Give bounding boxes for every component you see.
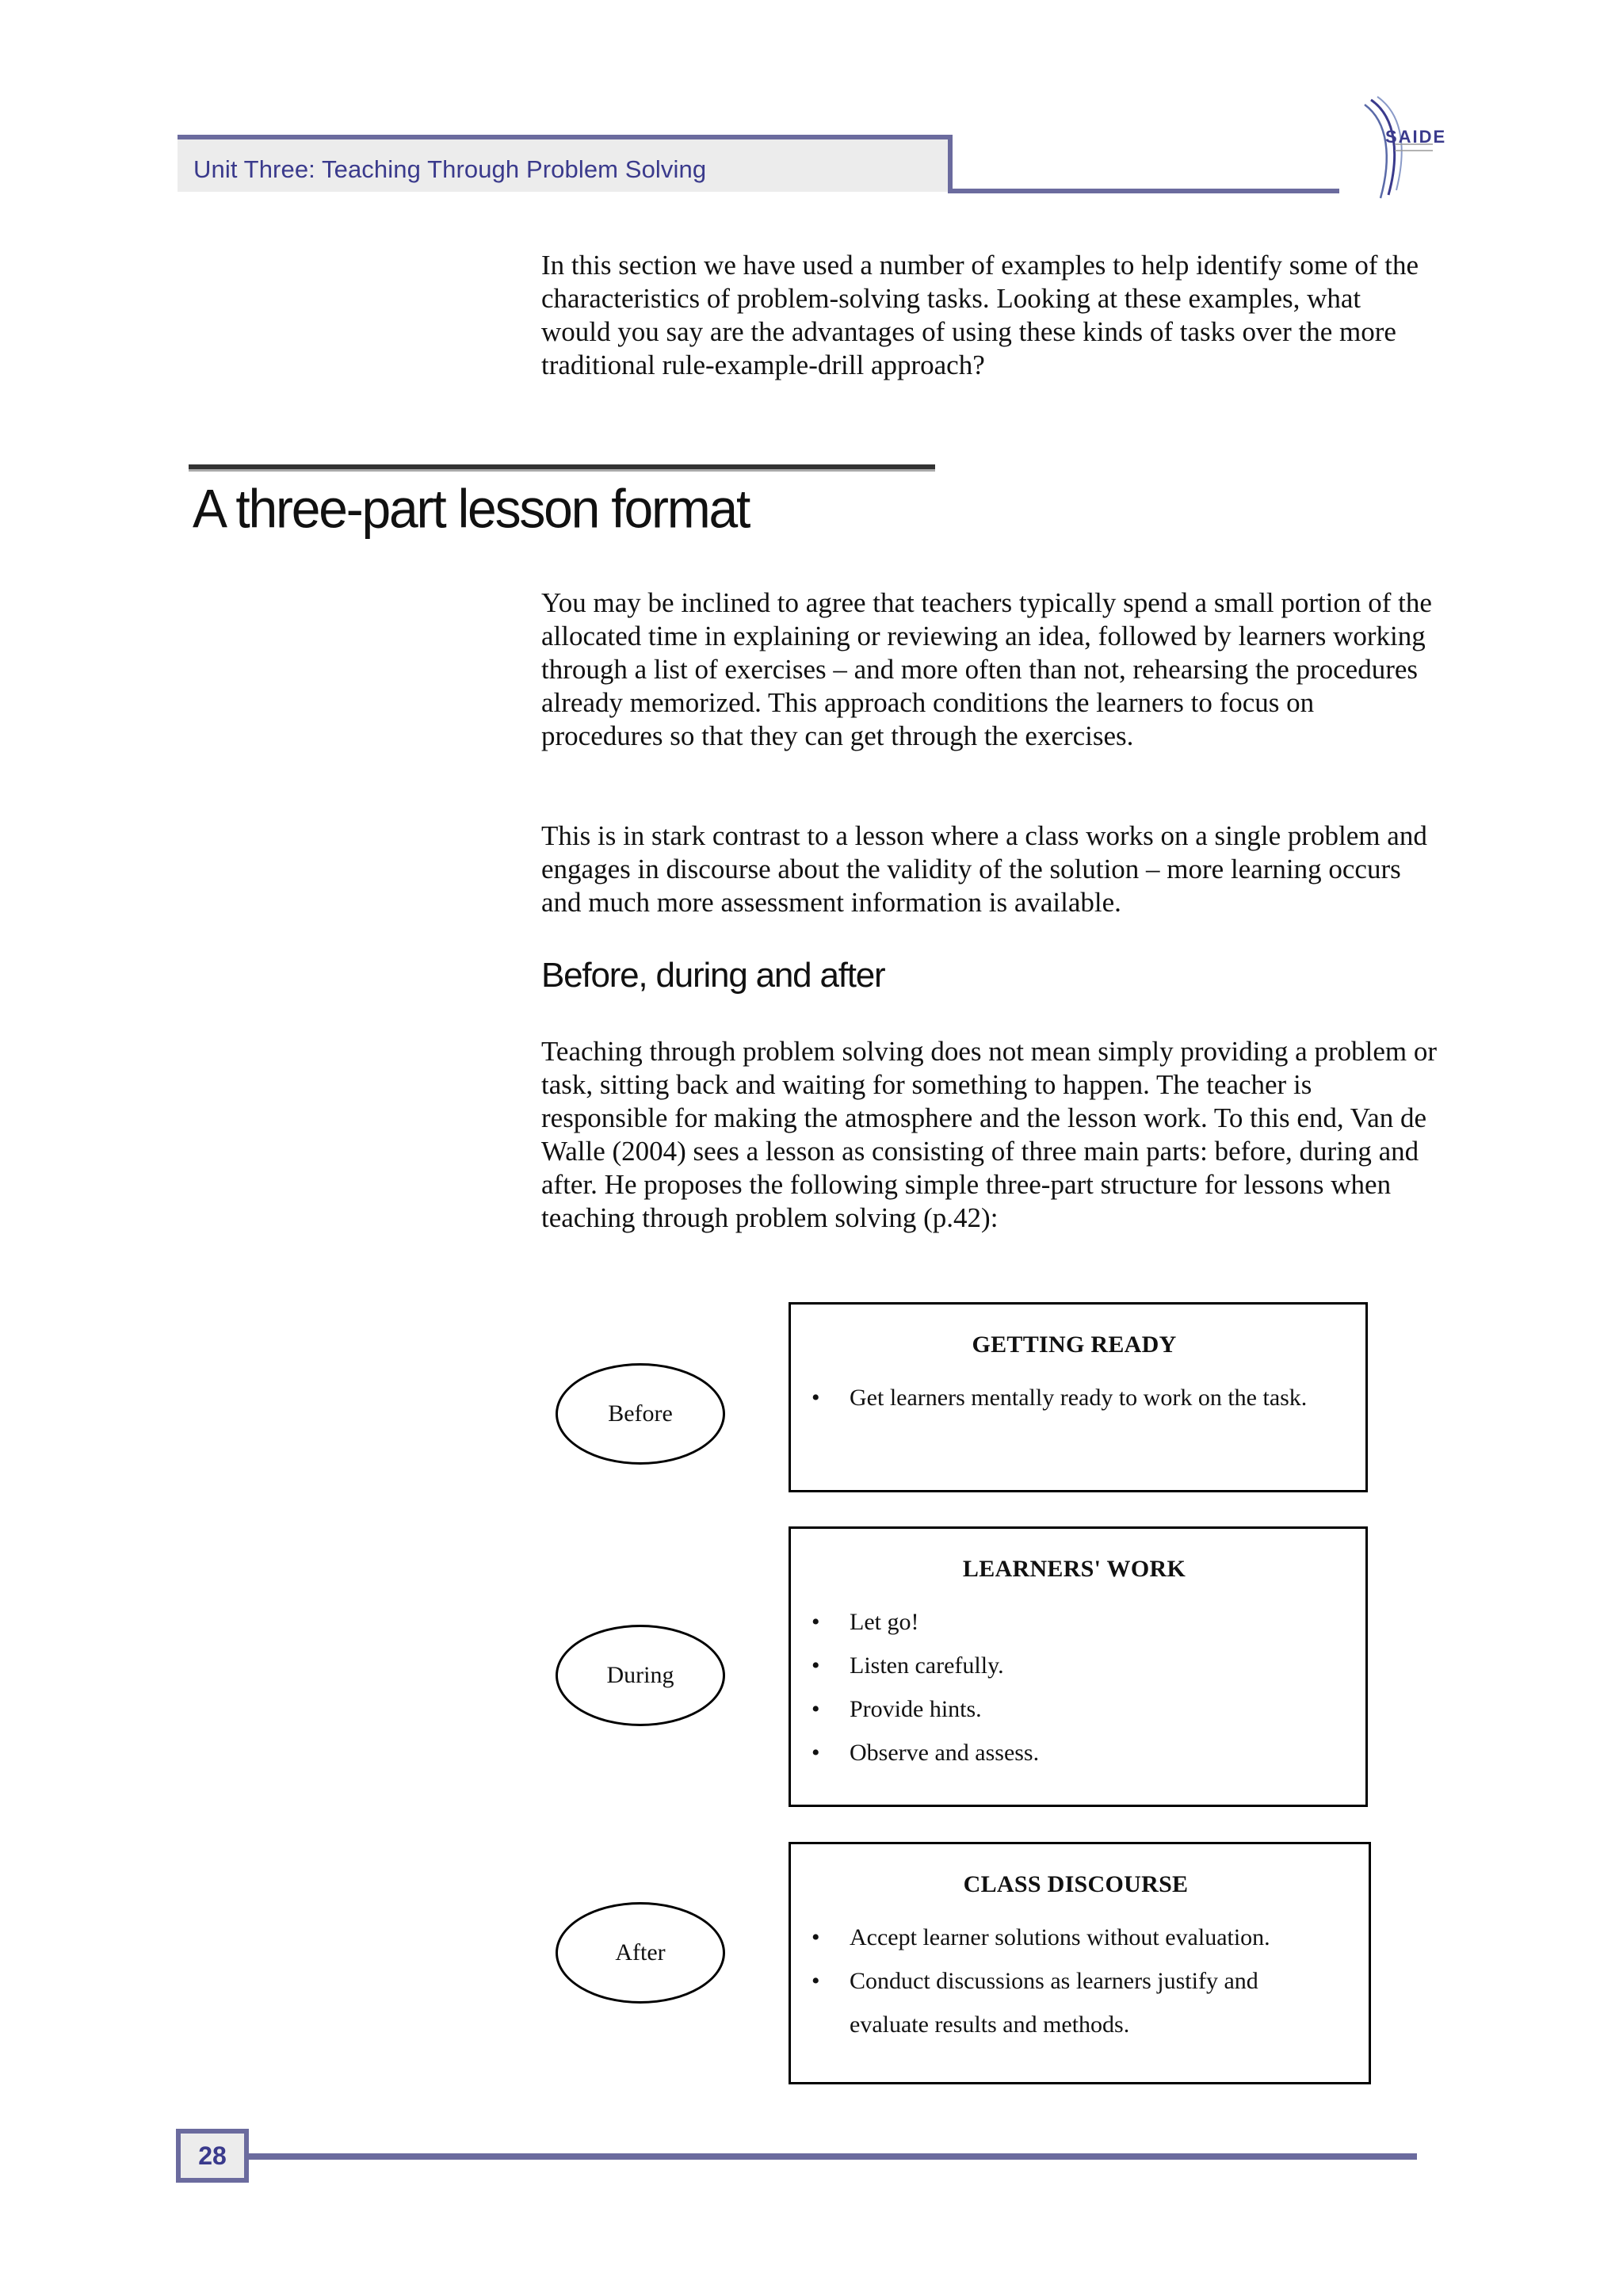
class-discourse-box (789, 1842, 1371, 2084)
section-rule (189, 464, 935, 469)
logo-text: SAIDE (1385, 127, 1447, 147)
bullet-list (812, 1376, 1337, 1419)
running-header-title: Unit Three: Teaching Through Problem Solving (193, 155, 707, 183)
bullet-item: • Let go! (812, 1600, 1337, 1644)
section-heading: A three-part lesson format (193, 478, 750, 539)
box-title: LEARNERS' WORK (962, 1556, 1186, 1582)
footer-rule (247, 2153, 1417, 2160)
box-title: CLASS DISCOURSE (963, 1871, 1189, 1897)
bullet-list (812, 1600, 1337, 1775)
subheading: Before, during and after (541, 956, 885, 995)
saide-logo-icon (1347, 94, 1434, 204)
body-paragraph-1: You may be inclined to agree that teachers typically spend a small portion of the allocated time in explaining or reviewing an idea, followed by learners working through a list of exercises – and more often than not, rehearsing the procedures already memorized. This approach conditions the learners to focus on procedures so that they can get through the exercises. (541, 587, 1432, 751)
phase-during-oval: During (556, 1625, 725, 1726)
getting-ready-box (789, 1302, 1368, 1492)
bullet-list (812, 1916, 1340, 2046)
bullet-item: • Provide hints. (812, 1687, 1337, 1731)
phase-before-oval: Before (556, 1363, 725, 1465)
bullet-item: • Conduct discussions as learners justify and evaluate results and methods. (812, 1959, 1340, 2046)
bullet-item: • Get learners mentally ready to work on the task. (812, 1376, 1337, 1419)
bullet-item: • Accept learner solutions without evaluation. (812, 1916, 1340, 1959)
phase-after-oval: After (556, 1902, 725, 2004)
box-title: GETTING READY (972, 1331, 1177, 1358)
bullet-item: • Observe and assess. (812, 1731, 1337, 1775)
header-rule (948, 189, 1339, 193)
learners-work-box (789, 1526, 1368, 1807)
page-number: 28 (176, 2129, 249, 2183)
bullet-item: • Listen carefully. (812, 1644, 1337, 1687)
intro-paragraph: In this section we have used a number of examples to help identify some of the characteristics of problem-solving tasks. Looking at these examples, what would you say are the advantages of using these kinds of tasks over the more traditional rule-example-drill approach? (541, 250, 1419, 380)
body-paragraph-3: Teaching through problem solving does not mean simply providing a problem or task, sitting back and waiting for something to happen. The teacher is responsible for making the atmosphere and the lesson work. To this end, Van de Walle (2004) sees a lesson as consisting of three main parts: before, during and after. He proposes the following simple three-part structure for lessons when teaching through problem solving (p.42): (541, 1036, 1437, 1233)
body-paragraph-2: This is in stark contrast to a lesson where a class works on a single problem and engages in discourse about the validity of the solution – more learning occurs and much more assessment information is available. (541, 820, 1427, 918)
